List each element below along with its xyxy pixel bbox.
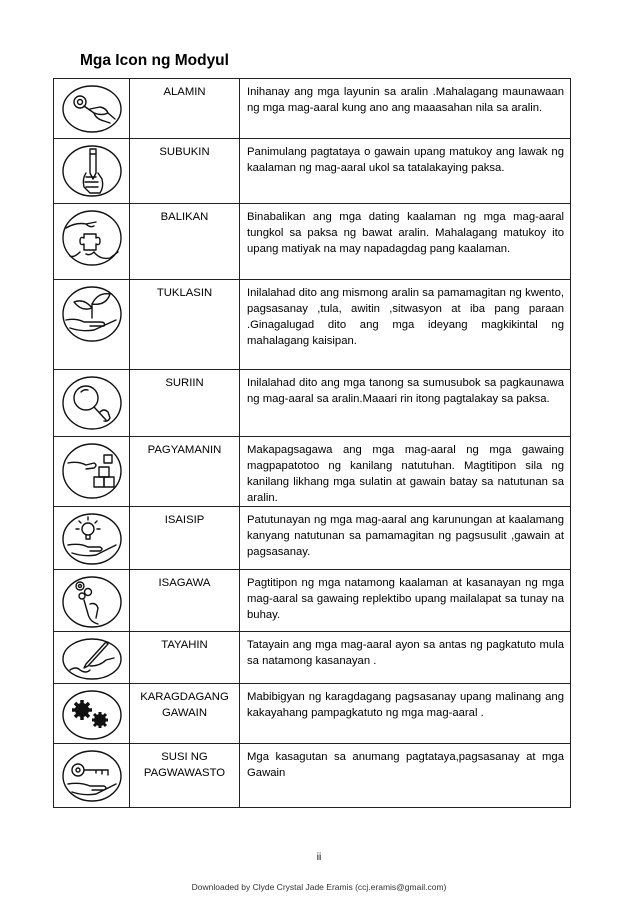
table-row <box>54 139 571 204</box>
row-description: Mabibigyan ng karagdagang pagsasanay upang malinang ang kakayahang pampagkatuto ng mga mag-aaral . <box>240 684 571 744</box>
row-description: Inilalahad dito ang mismong aralin sa pamamagitan ng kwento, pagsasanay ,tula, awitin ,sitwasyon at iba pang paraan .Ginagalugad dito ang mga ideyang magkikintal ng mahalagang kaisipan. <box>240 280 571 370</box>
page-title: Mga Icon ng Modyul <box>80 52 229 69</box>
row-name: BALIKAN <box>130 204 240 280</box>
row-description: Binabalikan ang mga dating kaalaman ng mga mag-aaral tungkol sa paksa ng bawat aralin. Mahalagang matukoy ito upang matiyak na may napadagdag pang kaalaman. <box>240 204 571 280</box>
table-row <box>54 570 571 632</box>
row-name: PAGYAMANIN <box>130 437 240 507</box>
table-row <box>54 437 571 507</box>
table-row <box>54 632 571 684</box>
row-description: Inilalahad dito ang mga tanong sa sumusubok sa pagkaunawa ng mag-aaral sa aralin.Maaari rin itong pagtalakay sa paksa. <box>240 370 571 437</box>
table-row <box>54 744 571 808</box>
row-name: SURIIN <box>130 370 240 437</box>
magnifier-hand-icon <box>60 374 124 432</box>
row-description: Patutunayan ng mga mag-aaral ang karunungan at kaalamang kanyang natutunan sa pamamagitan ng pagsusulit ,gawain at pagsasanay. <box>240 507 571 570</box>
row-description: Inihanay ang mga layunin sa aralin .Mahalagang maunawaan ng mga mag-aaral kung ano ang maaasahan nila sa aralin. <box>240 79 571 139</box>
row-name: SUSI NG PAGWAWASTO <box>130 744 240 808</box>
row-description: Makapagsagawa ang mga mag-aaral ng mga gawaing magpapatotoo ng kanilang natutuhan. Magtitipon sila ng kanilang likhang mga sulatin at gawain batay sa natutunan sa aralin. <box>240 437 571 507</box>
key-hand-icon <box>60 748 124 804</box>
row-name: TUKLASIN <box>130 280 240 370</box>
page-number: ii <box>316 852 322 863</box>
puzzle-hands-icon <box>60 208 124 268</box>
row-name: ALAMIN <box>130 79 240 139</box>
table-row <box>54 684 571 744</box>
row-name: SUBUKIN <box>130 139 240 204</box>
table-row <box>54 79 571 139</box>
pencil-hand-icon <box>60 143 124 199</box>
gears-hand-icon <box>60 574 124 630</box>
writing-hand-icon <box>60 636 124 682</box>
gears-icon <box>60 688 124 742</box>
row-description: Tatayain ang mga mag-aaral ayon sa antas ng pagkatuto mula sa natamong kasanayan . <box>240 632 571 684</box>
seedling-hand-icon <box>60 284 124 344</box>
row-name: KARAGDAGANG GAWAIN <box>130 684 240 744</box>
download-footer: Downloaded by Clyde Crystal Jade Eramis (ccj.eramis@gmail.com) <box>191 882 447 892</box>
row-name: ISAISIP <box>130 507 240 570</box>
blocks-hand-icon <box>60 441 124 501</box>
lightbulb-hand-icon <box>60 511 124 567</box>
row-description: Mga kasagutan sa anumang pagtataya,pagsasanay at mga Gawain <box>240 744 571 808</box>
finger-press-icon <box>60 83 124 135</box>
module-icons-table <box>53 78 571 808</box>
table-row <box>54 507 571 570</box>
table-row <box>54 204 571 280</box>
row-description: Pagtitipon ng mga natamong kaalaman at kasanayan ng mga mag-aaral sa gawaing replektibo upang mailalapat sa tunay na buhay. <box>240 570 571 632</box>
table-row <box>54 280 571 370</box>
row-name: TAYAHIN <box>130 632 240 684</box>
table-row <box>54 370 571 437</box>
row-description: Panimulang pagtataya o gawain upang matukoy ang lawak ng kaalaman ng mag-aaral ukol sa tatalakaying paksa. <box>240 139 571 204</box>
row-name: ISAGAWA <box>130 570 240 632</box>
